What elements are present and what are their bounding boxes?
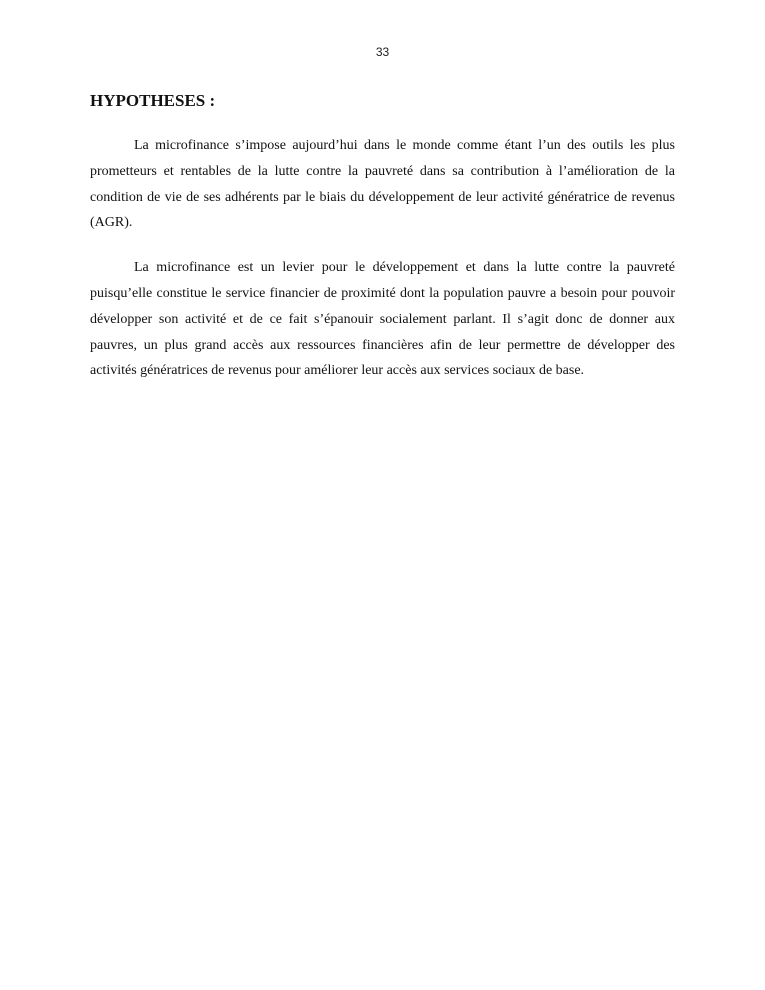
section-heading: HYPOTHESES : [90,91,216,110]
page-number: 33 [375,45,390,59]
page-content [90,88,675,384]
paragraph-1: La microfinance s’impose aujourd’hui dans le monde comme étant l’un des outils les plus prometteurs et rentables de la lutte contre la pauvreté dans sa contribution à l’amélioration de la condition de vie de ses adhérents par le biais du développement de leur activité génératrice de revenus (AGR). [90,138,675,231]
paragraph-2: La microfinance est un levier pour le développement et dans la lutte contre la pauvreté puisqu’elle constitue le service financier de proximité dont la population pauvre a besoin pour pouvoir développer son activité et de ce fait s’épanouir socialement parlant. Il s’agit donc de donner aux pauvres, un plus grand accès aux ressources financières afin de leur permettre de développer des activités génératrices de revenus pour améliorer leur accès aux services sociaux de base. [90,260,675,379]
